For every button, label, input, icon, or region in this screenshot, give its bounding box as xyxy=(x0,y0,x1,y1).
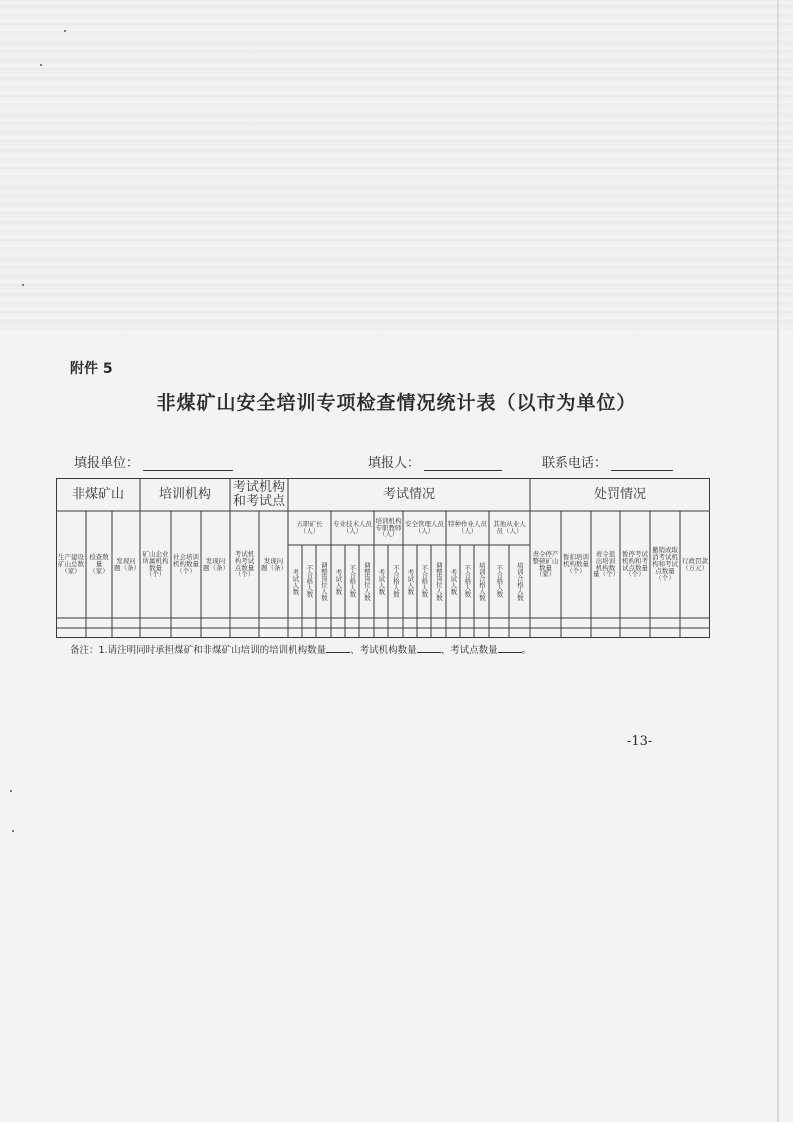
col-penalty-revoked-exam: 撤销或取消考试机构和考试点数量（个） xyxy=(652,546,678,582)
col-exam-org-issues: 发现问题（条） xyxy=(261,556,287,572)
unit-blank[interactable] xyxy=(143,456,233,471)
sub-mine-managers: 五职矿长（人） xyxy=(296,520,323,535)
sub-training-teachers: 培训机构专职教师（人） xyxy=(375,516,402,539)
col-training-affiliated: 矿山企业所属机构数量（个） xyxy=(142,549,169,579)
col-penalty-detained-orgs: 暂扣培训机构数量（个） xyxy=(563,553,589,575)
leaf-examinees: 考试人数 xyxy=(334,568,343,595)
person-label: 填报人： xyxy=(368,456,421,471)
leaf-examinees: 考试人数 xyxy=(291,568,300,595)
scan-speck xyxy=(64,30,66,32)
col-exam-org-count: 考试机构考试点数量（个） xyxy=(234,549,255,579)
leaf-failed: 不合格人数 xyxy=(420,565,429,598)
sub-special-operators: 特种作业人员（人） xyxy=(448,520,487,535)
unit-field xyxy=(74,452,233,471)
scan-speck xyxy=(10,790,12,792)
form-fields xyxy=(70,452,710,474)
note-mid2: 、考试点数量 xyxy=(440,645,498,656)
group-exam-orgs xyxy=(230,478,288,511)
col-training-issues: 发现问题（条） xyxy=(203,556,229,572)
phone-field xyxy=(542,452,673,471)
group-exam-orgs-line1: 考试机构 xyxy=(232,479,285,495)
leaf-failed: 不合格人数 xyxy=(463,565,472,598)
col-mine-issues: 发现问题（条） xyxy=(114,556,140,572)
sub-safety-managers: 安全管理人员（人） xyxy=(405,520,444,535)
col-mine-checked: 检查数量（家） xyxy=(89,553,109,575)
leaf-trained-passed: 培训合格人数 xyxy=(515,562,524,601)
sub-technical-staff: 专业技术人员（人） xyxy=(333,520,372,535)
note-blank[interactable] xyxy=(498,643,522,653)
leaf-reassigned: 调整岗位人数 xyxy=(434,562,443,601)
scan-speck xyxy=(12,830,14,832)
col-penalty-paused-exam: 暂停考试机构和考试点数量（个） xyxy=(622,549,648,579)
group-penalty: 处罚情况 xyxy=(593,486,646,502)
attachment-label: 附件 5 xyxy=(70,361,113,377)
note-mid1: 、考试机构数量 xyxy=(350,645,417,656)
note-blank[interactable] xyxy=(417,643,441,653)
phone-label: 联系电话： xyxy=(542,456,608,471)
page-title: 非煤矿山安全培训专项检查情况统计表（以市为单位） xyxy=(156,392,637,414)
page-edge xyxy=(777,0,779,1122)
person-field xyxy=(368,452,502,471)
table-note xyxy=(70,642,531,656)
statistics-table xyxy=(56,478,710,638)
sub-other-workers: 其他从业人员（人） xyxy=(493,520,526,535)
unit-label: 填报单位： xyxy=(74,456,140,471)
scan-speck xyxy=(40,64,42,66)
col-penalty-fine: 行政罚款（万元） xyxy=(682,556,708,572)
leaf-failed: 不合格人数 xyxy=(348,565,357,598)
phone-blank[interactable] xyxy=(611,456,673,471)
leaf-examinees: 考试人数 xyxy=(406,568,415,595)
leaf-examinees: 考试人数 xyxy=(449,568,458,595)
page-number: -13- xyxy=(627,734,653,749)
leaf-reassigned: 调整岗位人数 xyxy=(319,562,328,601)
person-blank[interactable] xyxy=(424,456,502,471)
leaf-failed: 不合格人数 xyxy=(305,565,314,598)
note-blank[interactable] xyxy=(326,643,350,653)
note-prefix: 备注：1.请注明同时承担煤矿和非煤矿山培训的培训机构数量 xyxy=(70,645,327,656)
note-end: 。 xyxy=(521,645,532,656)
leaf-reassigned: 调整岗位人数 xyxy=(362,562,371,601)
group-mines: 非煤矿山 xyxy=(71,486,124,502)
leaf-failed: 不合格人数 xyxy=(391,565,400,598)
leaf-failed: 不合格人数 xyxy=(495,565,504,598)
col-mine-total: 生产建设矿山总数（家） xyxy=(58,553,84,575)
group-exam-status: 考试情况 xyxy=(382,486,435,502)
scan-artifact xyxy=(0,0,793,330)
leaf-trained-passed: 培训合格人数 xyxy=(477,562,486,601)
leaf-examinees: 考试人数 xyxy=(377,568,386,595)
group-training: 培训机构 xyxy=(158,486,211,502)
scan-speck xyxy=(22,284,24,286)
col-penalty-withdrawn-orgs: 责令退出培训机构数量（个） xyxy=(593,549,619,579)
group-exam-orgs-line2: 和考试点 xyxy=(232,493,285,509)
col-training-social: 社会培训机构数量（个） xyxy=(173,553,199,575)
col-penalty-suspended-mines: 责令停产整顿矿山数量（家） xyxy=(532,549,559,579)
